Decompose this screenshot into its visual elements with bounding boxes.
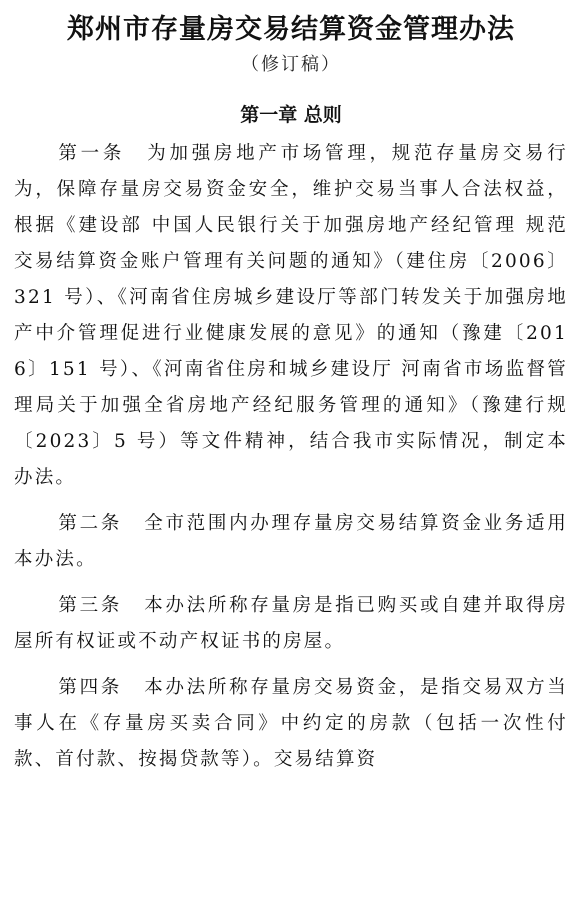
article-number: 第四条 <box>58 677 123 698</box>
document-title: 郑州市存量房交易结算资金管理办法 <box>67 14 515 45</box>
article-number: 第一条 <box>58 143 126 164</box>
chapter-title: 第一章 总则 <box>240 104 342 126</box>
article-1 <box>14 136 568 496</box>
article-number: 第三条 <box>58 595 123 616</box>
article-4 <box>14 670 568 778</box>
article-text: 全市范围内办理存量房交易结算资金业务适用本办法。 <box>14 513 568 570</box>
article-2 <box>14 506 568 578</box>
article-number: 第二条 <box>58 513 123 534</box>
article-text: 本办法所称存量房交易资金，是指交易双方当事人在《存量房买卖合同》中约定的房款（包括一次性付款、首付款、按揭贷款等）。交易结算资 <box>14 677 568 770</box>
article-text: 本办法所称存量房是指已购买或自建并取得房屋所有权证或不动产权证书的房屋。 <box>14 595 568 652</box>
document-subtitle: （修订稿） <box>241 54 341 75</box>
article-text: 为加强房地产市场管理，规范存量房交易行为，保障存量房交易资金安全，维护交易当事人合法权益，根据《建设部 中国人民银行关于加强房地产经纪管理 规范交易结算资金账户管理有关问题的通知》（建住房〔2006〕321 号）、《河南省住房城乡建设厅等部门转发关于加强房地产中介管理促进行业健康发展的意见》的通知（豫建〔2016〕151 号）、《河南省住房和城乡建设厅 河南省市场监督管理局关于加强全省房地产经纪服务管理的通知》（豫建行规〔2023〕5 号）等文件精神，结合我市实际情况，制定本办法。 <box>14 143 568 488</box>
article-3 <box>14 588 568 660</box>
